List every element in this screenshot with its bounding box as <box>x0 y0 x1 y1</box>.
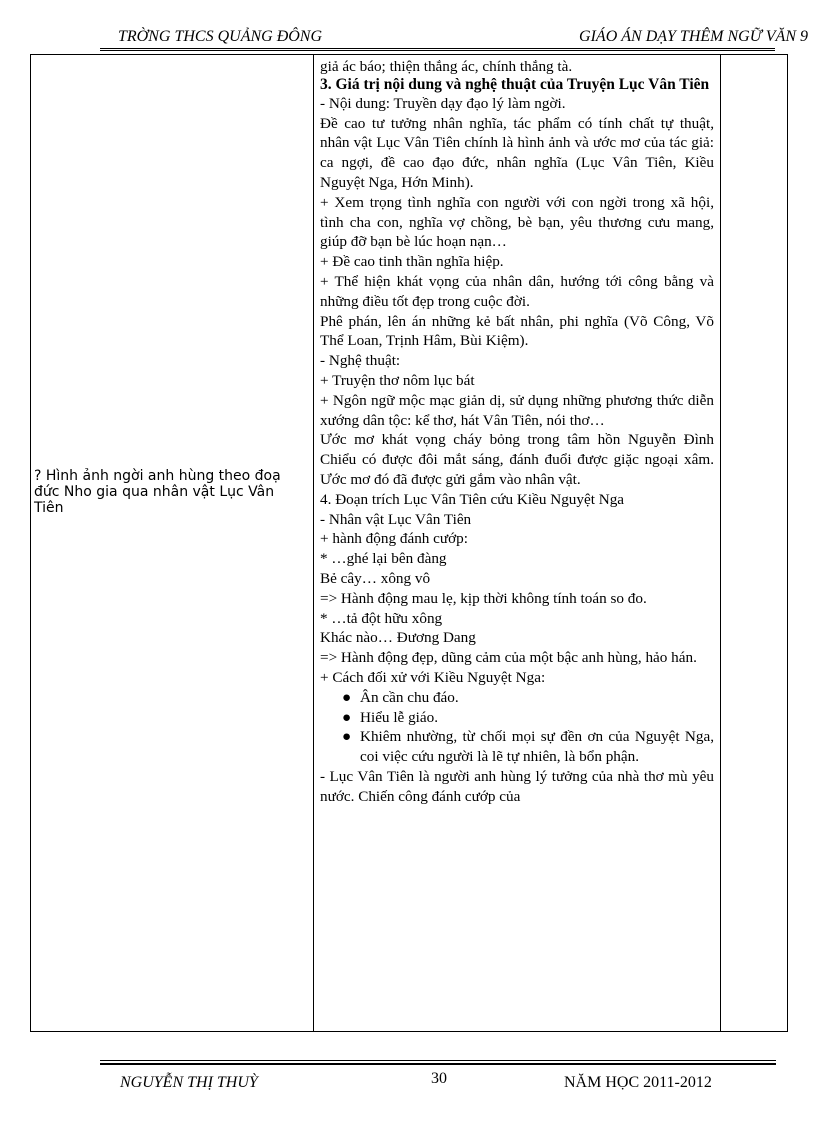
content-line: Khác nào… Đương Dang <box>320 629 476 647</box>
content-line: + Đề cao tinh thần nghĩa hiệp. <box>320 253 504 271</box>
question-text: ? Hình ảnh ngời anh hùng theo đoạ đức Nho gia qua nhân vật Lục Vân Tiên <box>34 468 281 516</box>
bullet-list <box>320 688 714 767</box>
content-line: - Nghệ thuật: <box>320 352 401 370</box>
header-rule-2 <box>100 50 775 51</box>
header-school: TRỜNG THCS QUẢNG ĐÔNG <box>118 28 323 45</box>
content-line: => Hành động đẹp, dũng cảm của một bậc anh hùng, hảo hán. <box>320 649 697 667</box>
bullet-icon: ● <box>342 728 352 746</box>
bullet-icon: ● <box>342 688 352 706</box>
content-line: 4. Đoạn trích Lục Vân Tiên cứu Kiều Nguyệt Nga <box>320 490 625 508</box>
content-line: * …ghé lại bên đàng <box>320 550 447 568</box>
footer-author: NGUYỄN THỊ THUỲ <box>120 1074 258 1091</box>
header-rule <box>100 48 775 49</box>
content-body <box>314 55 720 806</box>
intro-line: giả ác báo; thiện thắng ác, chính thắng tà. <box>320 58 573 75</box>
content-line: Ước mơ khát vọng cháy bỏng trong tâm hồn Nguyễn Đình Chiểu có được đôi mắt sáng, đánh đuổi được giặc ngoại xâm. Ước mơ đó đã được gửi gắm vào nhân vật. <box>320 431 714 488</box>
page-footer <box>0 1070 816 1098</box>
list-item <box>342 708 714 728</box>
list-item-text: Khiêm nhường, từ chối mọi sự đền ơn của Nguyệt Nga, coi việc cứu người là lẽ tự nhiên, là bổn phận. <box>360 728 714 766</box>
bullet-icon: ● <box>342 708 352 726</box>
section-heading: 3. Giá trị nội dung và nghệ thuật của Truyện Lục Vân Tiên <box>320 75 710 93</box>
content-line: + hành động đánh cướp: <box>320 530 468 548</box>
content-line: + Ngôn ngữ mộc mạc giản dị, sử dụng những phương thức diễn xướng dân tộc: kể thơ, hát Vân Tiên, nói thơ… <box>320 391 714 429</box>
table-row <box>31 55 788 1032</box>
content-line: => Hành động mau lẹ, kịp thời không tính toán so đo. <box>320 589 647 607</box>
footer-rule-2 <box>100 1063 776 1065</box>
content-line: + Xem trọng tình nghĩa con người với con ngời trong xã hội, tình cha con, nghĩa vợ chồng, bè bạn, yêu thương cưu mang, giúp đỡ bạn bè lúc hoạn nạn… <box>320 193 714 251</box>
list-item <box>342 727 714 767</box>
content-line: * …tả đột hữu xông <box>320 609 443 627</box>
question-cell <box>31 55 314 1032</box>
footer-year: NĂM HỌC 2011-2012 <box>564 1074 712 1091</box>
content-line: Đề cao tư tưởng nhân nghĩa, tác phẩm có tính chất tự thuật, nhân vật Lục Vân Tiên chính là hình ảnh và ước mơ của tác giả: ca ngợi, đề cao đạo đức, nhân nghĩa (Lục Vân Tiên, Kiều Nguyệt Nga, Hớn Minh). <box>320 114 714 191</box>
list-item <box>342 688 714 708</box>
footer-rule <box>100 1060 776 1061</box>
list-item-text: Ân cần chu đáo. <box>360 688 459 706</box>
header-title: GIÁO ÁN DẠY THÊM NGỮ VĂN 9 <box>579 28 808 45</box>
content-line: + Thể hiện khát vọng của nhân dân, hướng tới công bằng và những điều tốt đẹp trong cuộc đời. <box>320 272 714 310</box>
page-header <box>0 22 816 46</box>
content-line: + Cách đối xử với Kiều Nguyệt Nga: <box>320 668 546 686</box>
content-line: + Truyện thơ nôm lục bát <box>320 371 475 389</box>
closing-line: - Lục Vân Tiên là người anh hùng lý tưởng của nhà thơ mù yêu nước. Chiến công đánh cướp của <box>320 767 714 805</box>
content-line: Phê phán, lên án những kẻ bất nhân, phi nghĩa (Võ Công, Võ Thể Loan, Trịnh Hâm, Bùi Kiệm). <box>320 312 714 350</box>
content-line: - Nội dung: Truyền dạy đạo lý làm ngời. <box>320 94 566 112</box>
page-number: 30 <box>431 1070 447 1087</box>
content-line: Bẻ cây… xông vô <box>320 569 431 587</box>
notes-cell <box>721 55 788 1032</box>
lesson-table <box>30 54 788 1032</box>
list-item-text: Hiểu lễ giáo. <box>360 708 439 726</box>
content-line: - Nhân vật Lục Vân Tiên <box>320 510 472 528</box>
content-cell <box>314 55 721 1032</box>
